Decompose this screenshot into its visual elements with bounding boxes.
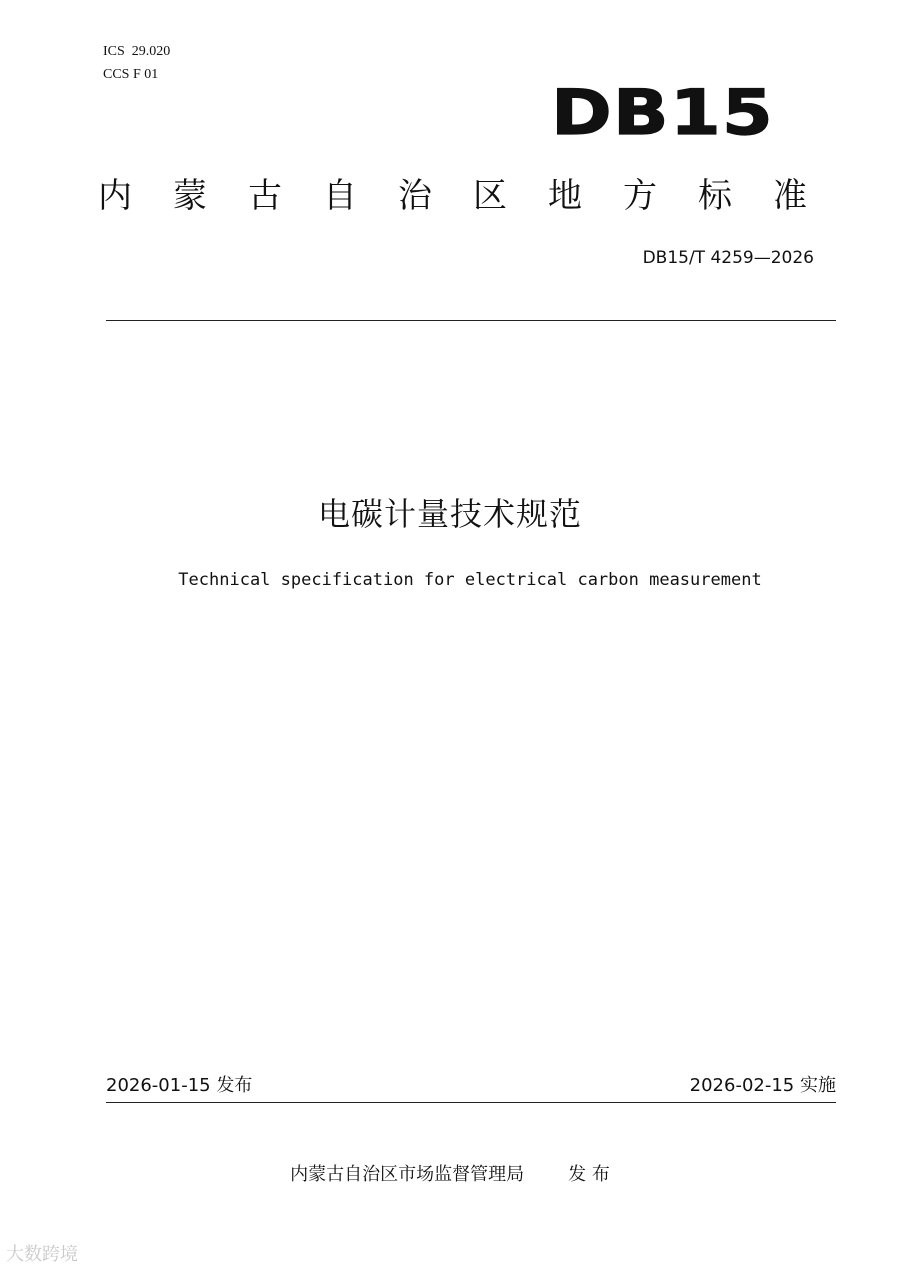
effective-date: 2026-02-15 实施 bbox=[689, 1075, 836, 1096]
top-divider bbox=[106, 320, 836, 321]
standard-code: DB15/T 4259—2026 bbox=[642, 248, 814, 268]
publish-date: 2026-01-15 发布 bbox=[106, 1075, 253, 1096]
standard-type-heading: 内蒙古自治区地方标准 bbox=[98, 176, 848, 216]
db15-logo: DB15 bbox=[550, 76, 774, 149]
ccs-code: CCS F 01 bbox=[103, 67, 159, 82]
title-chinese: 电碳计量技术规范 bbox=[317, 495, 582, 533]
issuer-action: 发 布 bbox=[568, 1164, 610, 1185]
issuer-line bbox=[0, 1162, 900, 1188]
ics-code: ICS 29.020 bbox=[103, 44, 171, 59]
bottom-divider bbox=[106, 1102, 836, 1103]
title-english: Technical specification for electrical carbon measurement bbox=[178, 570, 762, 590]
issuer-name: 内蒙古自治区市场监督管理局 bbox=[290, 1164, 525, 1185]
watermark-logo: 大数跨境 bbox=[6, 1244, 78, 1265]
